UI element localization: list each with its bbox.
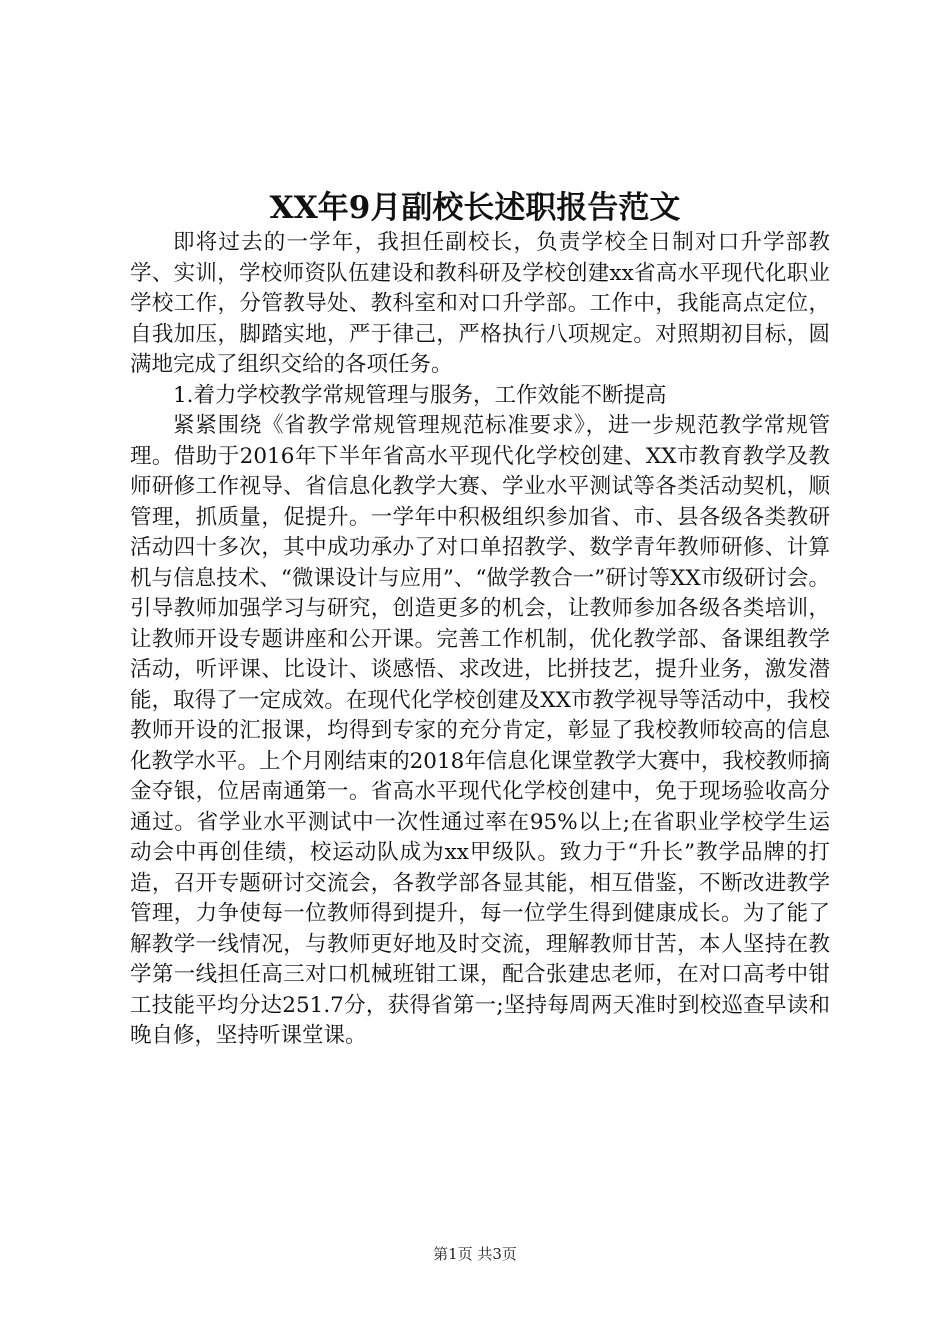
section-heading-1: 1.着力学校教学常规管理与服务，工作效能不断提高: [173, 382, 667, 408]
intro-paragraph: 即将过去的一学年，我担任副校长，负责学校全日制对口升学部教学、实训，学校师资队伍建设和教科研及学校创建xx省高水平现代化职业学校工作，分管教导处、教科室和对口升学部。工作中，我能高点定位，自我加压，脚踏实地，严于律己，严格执行八项规定。对照期初目标，圆满地完成了组织交给的各项任务。: [130, 230, 830, 377]
page-number-footer: 第1页 共3页: [433, 1245, 517, 1263]
document-body: [130, 228, 830, 1052]
document-title: XX年9月副校长述职报告范文: [269, 190, 681, 226]
section-1-paragraph: 紧紧围绕《省教学常规管理规范标准要求》，进一步规范教学常规管理。借助于2016年下半年省高水平现代化学校创建、XX市教育教学及教师研修工作视导、省信息化教学大赛、学业水平测试等各类活动契机，顺管理，抓质量，促提升。一学年中积极组织参加省、市、县各级各类教研活动四十多次，其中成功承办了对口单招教学、数学青年教师研修、计算机与信息技术、“微课设计与应用”、“做学教合一”研讨等XX市级研讨会。引导教师加强学习与研究，创造更多的机会，让教师参加各级各类培训，让教师开设专题讲座和公开课。完善工作机制，优化教学部、备课组教学活动，听评课、比设计、谈感悟、求改进，比拼技艺，提升业务，激发潜能，取得了一定成效。在现代化学校创建及XX市教学视导等活动中，我校教师开设的汇报课，均得到专家的充分肯定，彰显了我校教师较高的信息化教学水平。上个月刚结束的2018年信息化课堂教学大赛中，我校教师摘金夺银，位居南通第一。省高水平现代化学校创建中，免于现场验收高分通过。省学业水平测试中一次性通过率在95%以上;在省职业学校学生运动会中再创佳绩，校运动队成为xx甲级队。致力于“升长”教学品牌的打造，召开专题研讨交流会，各教学部各显其能，相互借鉴，不断改进教学管理，力争使每一位教师得到提升，每一位学生得到健康成长。为了能了解教学一线情况，与教师更好地及时交流，理解教师甘苦，本人坚持在教学第一线担任高三对口机械班钳工课，配合张建忠老师，在对口高考中钳工技能平均分达251.7分，获得省第一;坚持每周两天准时到校巡查早读和晚自修，坚持听课堂课。: [130, 413, 830, 1048]
